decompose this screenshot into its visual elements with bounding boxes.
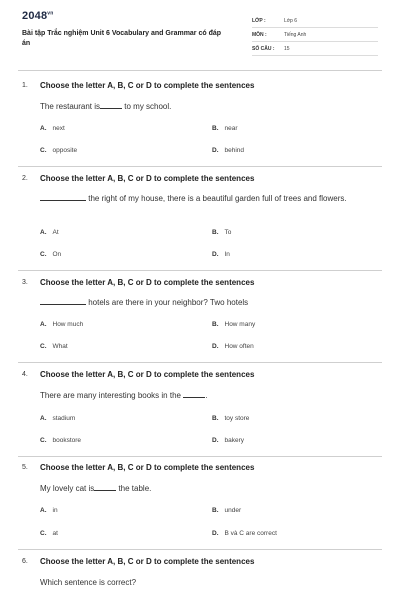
subject-label: MÔN :	[252, 32, 267, 38]
question-text-start: The restaurant is	[40, 102, 101, 111]
question-instruction: Choose the letter A, B, C or D to complete the sentences	[40, 278, 255, 287]
option-letter: D.	[212, 147, 219, 154]
option-letter: A.	[40, 415, 47, 422]
question-count-value: 15	[284, 46, 290, 52]
class-value: Lớp 6	[284, 18, 298, 24]
option-text: How many	[224, 321, 256, 328]
option-letter: D.	[212, 437, 219, 444]
question-text	[40, 482, 380, 495]
option-b[interactable]	[212, 507, 241, 514]
option-text: To	[224, 229, 232, 236]
option-text: How often	[224, 343, 254, 350]
question-text-start: My lovely cat is	[40, 484, 95, 493]
option-text: next	[52, 125, 65, 132]
question-instruction: Choose the letter A, B, C or D to complete the sentences	[40, 370, 255, 379]
logo-suffix: vn	[47, 10, 54, 17]
option-letter: C.	[40, 251, 47, 258]
site-logo[interactable]	[22, 10, 54, 22]
option-letter: A.	[40, 507, 47, 514]
option-letter: A.	[40, 229, 47, 236]
option-d[interactable]	[212, 251, 230, 258]
option-a[interactable]	[40, 415, 75, 422]
question-count-label: SỐ CÂU :	[252, 46, 275, 52]
option-a[interactable]	[40, 229, 59, 236]
subject-value: Tiếng Anh	[284, 32, 307, 38]
option-text: at	[52, 530, 58, 537]
option-text: opposite	[52, 147, 78, 154]
option-d[interactable]	[212, 437, 244, 444]
option-b[interactable]	[212, 125, 238, 132]
question-instruction: Choose the letter A, B, C or D to complete the sentences	[40, 81, 255, 90]
option-letter: B.	[212, 507, 219, 514]
question-text-end: to my school.	[122, 102, 172, 111]
header-divider	[18, 70, 382, 71]
option-b[interactable]	[212, 229, 231, 236]
worksheet-header	[0, 0, 400, 68]
question-instruction: Choose the letter A, B, C or D to complete the sentences	[40, 174, 255, 183]
question-text	[40, 296, 380, 309]
question-text-end: .	[205, 391, 208, 400]
question-text	[40, 192, 380, 205]
option-text: under	[224, 507, 242, 514]
option-a[interactable]	[40, 507, 58, 514]
question-instruction: Choose the letter A, B, C or D to complete the sentences	[40, 463, 255, 472]
option-letter: B.	[212, 229, 219, 236]
option-text: B và C are correct	[224, 530, 277, 537]
option-a[interactable]	[40, 321, 83, 328]
question-divider	[18, 362, 382, 363]
option-letter: A.	[40, 125, 47, 132]
logo-text: 2048	[22, 10, 48, 22]
option-d[interactable]	[212, 343, 254, 350]
option-letter: C.	[40, 437, 47, 444]
question-text	[40, 100, 380, 113]
question-number: 2.	[22, 175, 28, 182]
question-text-end: hotels are there in your neighbor? Two hotels	[86, 298, 249, 307]
option-text: On	[52, 251, 62, 258]
question-number: 4.	[22, 371, 28, 378]
question-divider	[18, 166, 382, 167]
option-d[interactable]	[212, 530, 277, 537]
option-d[interactable]	[212, 147, 244, 154]
class-divider	[252, 27, 378, 28]
question-number: 6.	[22, 558, 28, 565]
question-divider	[18, 549, 382, 550]
question-number: 5.	[22, 464, 28, 471]
option-c[interactable]	[40, 147, 77, 154]
option-b[interactable]	[212, 415, 249, 422]
answer-blank	[94, 483, 116, 491]
option-letter: C.	[40, 147, 47, 154]
subject-divider	[252, 41, 378, 42]
option-text: What	[52, 343, 68, 350]
option-letter: B.	[212, 321, 219, 328]
option-text: In	[224, 251, 230, 258]
question-divider	[18, 456, 382, 457]
answer-blank	[40, 193, 86, 201]
option-text: bakery	[224, 437, 245, 444]
option-c[interactable]	[40, 251, 61, 258]
question-text-start: There are many interesting books in the	[40, 391, 184, 400]
option-c[interactable]	[40, 530, 58, 537]
option-c[interactable]	[40, 437, 81, 444]
option-letter: B.	[212, 415, 219, 422]
option-text: How much	[52, 321, 84, 328]
option-text: behind	[224, 147, 245, 154]
question-count-divider	[252, 55, 378, 56]
option-text: stadium	[52, 415, 76, 422]
class-label: LỚP :	[252, 18, 266, 24]
option-letter: A.	[40, 321, 47, 328]
option-letter: C.	[40, 343, 47, 350]
question-divider	[18, 270, 382, 271]
page-title: Bài tập Trắc nghiệm Unit 6 Vocabulary and Grammar có đáp án	[22, 30, 222, 47]
option-letter: D.	[212, 251, 219, 258]
option-c[interactable]	[40, 343, 68, 350]
option-text: bookstore	[52, 437, 82, 444]
option-text: in	[52, 507, 58, 514]
question-number: 1.	[22, 82, 28, 89]
option-letter: D.	[212, 530, 219, 537]
option-text: toy store	[224, 415, 250, 422]
option-letter: C.	[40, 530, 47, 537]
question-text: Which sentence is correct?	[40, 578, 137, 587]
option-b[interactable]	[212, 321, 255, 328]
option-text: At	[52, 229, 59, 236]
question-instruction: Choose the letter A, B, C or D to complete the sentences	[40, 557, 255, 566]
option-letter: D.	[212, 343, 219, 350]
question-text-end: the table.	[116, 484, 152, 493]
question-text	[40, 389, 380, 402]
answer-blank	[100, 101, 122, 109]
question-text-end: the right of my house, there is a beautiful garden full of trees and flowers.	[86, 194, 347, 203]
option-a[interactable]	[40, 125, 65, 132]
answer-blank	[40, 297, 86, 305]
option-text: near	[224, 125, 238, 132]
answer-blank	[183, 390, 208, 400]
option-letter: B.	[212, 125, 219, 132]
question-number: 3.	[22, 279, 28, 286]
